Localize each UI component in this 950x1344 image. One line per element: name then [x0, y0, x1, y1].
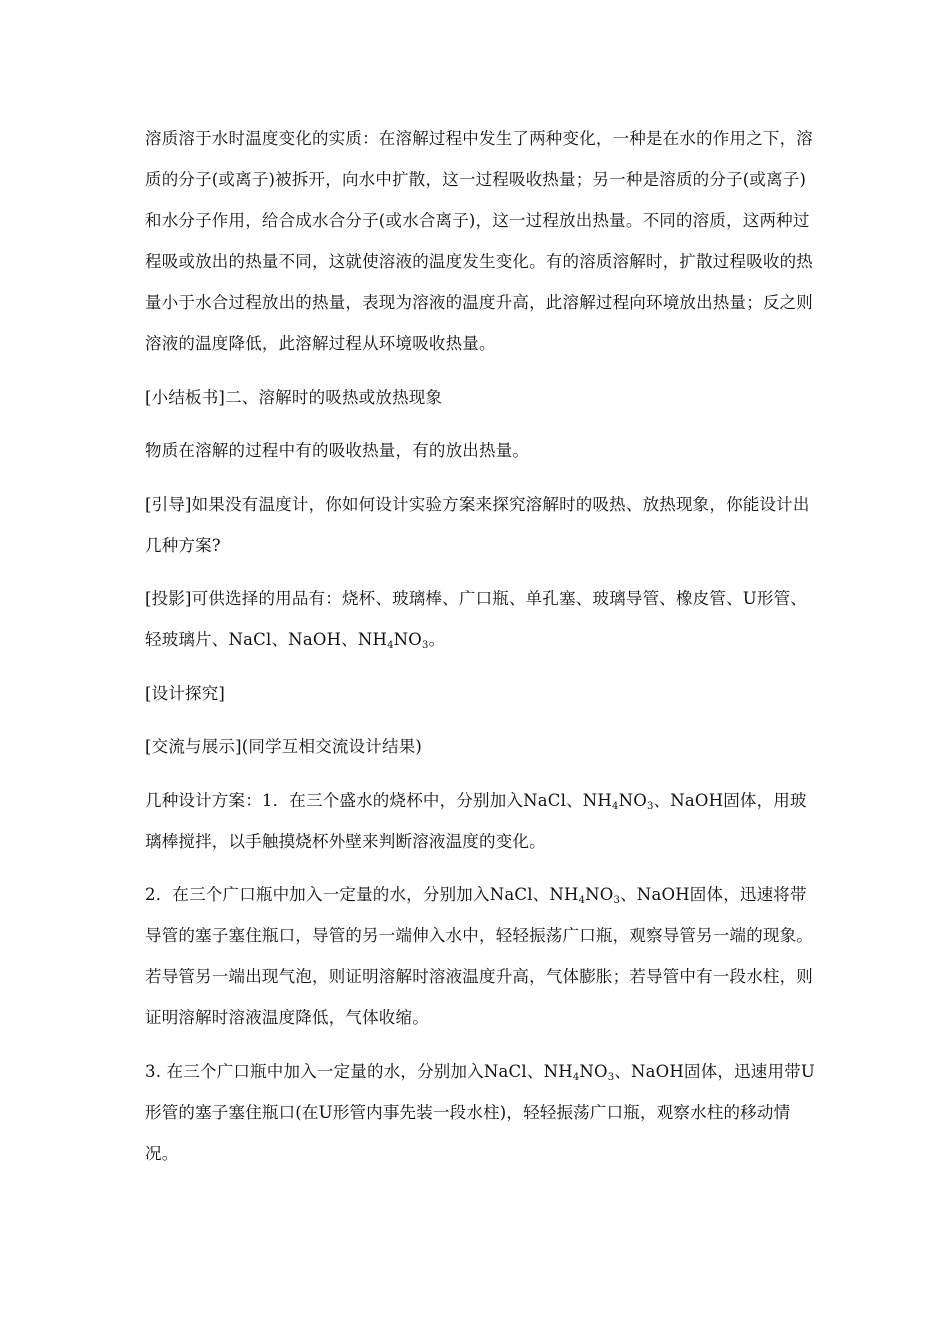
paragraph-scheme-3: 3. 在三个广口瓶中加入一定量的水，分别加入NaCl、$NH_4NO_3$、NaOH固体，迅速用带U形管的塞子塞住瓶口(在U形管内事先装一段水柱)，轻轻振荡广口瓶，观察水柱的移动情况。	[145, 1061, 816, 1163]
scheme-1-text-end: 、NaOH固体，用玻璃棒搅拌，以手触摸烧杯外壁来判断溶液温度的变化。	[145, 790, 807, 851]
scheme-1-text: 几种设计方案：1．在三个盛水的烧杯中，分别加入NaCl、	[145, 790, 583, 810]
scheme-3-text: 3. 在三个广口瓶中加入一定量的水，分别加入NaCl、	[145, 1061, 544, 1081]
scheme-2-text: 2．在三个广口瓶中加入一定量的水，分别加入NaCl、	[145, 885, 550, 904]
paragraph-design-explore: [设计探究]	[145, 683, 226, 703]
formula-subscript-3: 3	[422, 640, 429, 651]
formula-subscript-4: 4	[387, 640, 394, 651]
formula-subscript-3: 3	[646, 800, 654, 812]
formula-subscript-3: 3	[613, 895, 621, 906]
formula-subscript-4: 4	[572, 1071, 580, 1083]
scheme-3-text-end: 、NaOH固体，迅速用带U形管的塞子塞住瓶口(在U形管内事先装一段水柱)，轻轻振荡广口瓶，观察水柱的移动情况。	[145, 1061, 816, 1163]
document-body	[145, 118, 815, 1186]
formula-subscript-3: 3	[607, 1071, 615, 1083]
scheme-2-text-end: 、NaOH固体，迅速将带导管的塞子塞住瓶口，导管的另一端伸入水中，轻轻振荡广口瓶，观察导管另一端的现象。若导管另一端出现气泡，则证明溶解时溶液温度升高，气体膨胀；若导管中有一段水柱，则证明溶解时溶液温度降低，气体收缩。	[145, 885, 813, 1027]
formula-subscript-4: 4	[578, 895, 586, 906]
paragraph-dissolution-essence: 溶质溶于水时温度变化的实质：在溶解过程中发生了两种变化，一种是在水的作用之下，溶质的分子(或离子)被拆开，向水中扩散，这一过程吸收热量；另一种是溶质的分子(或离子)和水分子作用，给合成水合分子(或水合离子)，这一过程放出热量。不同的溶质，这两种过程吸或放出的热量不同，这就使溶液的温度发生变化。有的溶质溶解时，扩散过程吸收的热量小于水合过程放出的热量，表现为溶液的温度升高，此溶解过程向环境放出热量；反之则溶液的温度降低，此溶解过程从环境吸收热量。	[145, 129, 813, 353]
paragraph-summary-heading: [小结板书]二、溶解时的吸热或放热现象	[145, 387, 443, 407]
projection-text-end: 。	[428, 630, 446, 649]
formula-subscript-4: 4	[612, 800, 619, 812]
paragraph-projection-materials: [投影]可供选择的用品有：烧杯、玻璃棒、广口瓶、单孔塞、玻璃导管、橡皮管、U形管、轻玻璃片、NaCl、NaOH、$NH_4NO_3$。	[145, 589, 807, 651]
paragraph-summary-text: 物质在溶解的过程中有的吸收热量，有的放出热量。	[145, 441, 530, 460]
projection-text: [投影]可供选择的用品有：烧杯、玻璃棒、广口瓶、单孔塞、玻璃导管、橡皮管、U形管、轻玻璃片、NaCl、NaOH、	[145, 589, 807, 649]
paragraph-guide-question: [引导]如果没有温度计，你如何设计实验方案来探究溶解时的吸热、放热现象，你能设计出几种方案?	[145, 494, 810, 555]
paragraph-scheme-2: 2．在三个广口瓶中加入一定量的水，分别加入NaCl、$NH_4NO_3$、NaOH固体，迅速将带导管的塞子塞住瓶口，导管的另一端伸入水中，轻轻振荡广口瓶，观察导管另一端的现象。若导管另一端出现气泡，则证明溶解时溶液温度升高，气体膨胀；若导管中有一段水柱，则证明溶解时溶液温度降低，气体收缩。	[145, 885, 813, 1027]
paragraph-scheme-1: 几种设计方案：1．在三个盛水的烧杯中，分别加入NaCl、$NH_4NO_3$、NaOH固体，用玻璃棒搅拌，以手触摸烧杯外壁来判断溶液温度的变化。	[145, 790, 807, 851]
paragraph-exchange-display: [交流与展示](同学互相交流设计结果)	[145, 737, 423, 756]
